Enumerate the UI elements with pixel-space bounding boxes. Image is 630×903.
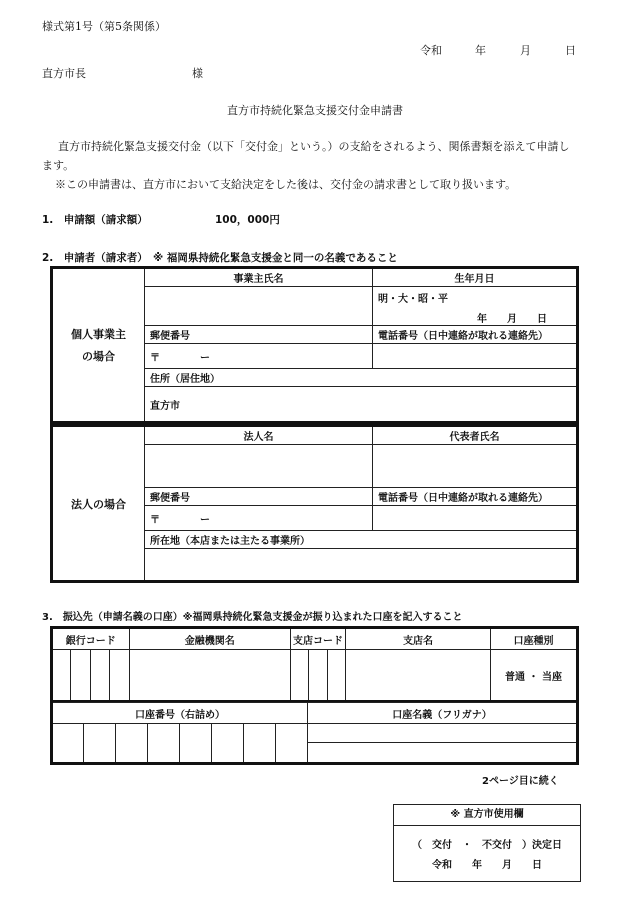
bank-code-digit[interactable] <box>52 650 71 702</box>
account-digit[interactable] <box>148 724 180 764</box>
owner-name-header: 事業主氏名 <box>145 268 373 287</box>
corp-postal-label: 郵便番号 <box>145 488 373 506</box>
corp-phone-label: 電話番号（日中連絡が取れる連絡先） <box>373 488 578 506</box>
corp-phone-field[interactable] <box>373 506 578 531</box>
corporate-table <box>50 424 579 583</box>
account-type-header: 口座種別 <box>491 628 578 650</box>
account-holder-kana-field[interactable] <box>308 724 578 743</box>
bank-code-digit[interactable] <box>110 650 129 702</box>
account-digit[interactable] <box>52 724 84 764</box>
birth-field[interactable]: 明・大・昭・平 年 月 日 <box>373 287 578 326</box>
intro-text-1b: ます。 <box>42 159 75 172</box>
section1-label: 1. 申請額（請求額） <box>42 214 148 226</box>
account-digit[interactable] <box>212 724 244 764</box>
branch-code-digit[interactable] <box>290 650 308 702</box>
branch-code-digit[interactable] <box>309 650 327 702</box>
birth-header: 生年月日 <box>373 268 578 287</box>
continue-note: 2ページ目に続く <box>482 776 559 787</box>
corporate-side-label: 法人の場合 <box>52 426 145 582</box>
account-digit[interactable] <box>84 724 116 764</box>
corp-name-header: 法人名 <box>145 426 373 445</box>
section2-label: 2. 申請者（請求者） ※ 福岡県持続化緊急支援金と同一の名義であること <box>42 252 398 264</box>
phone-label: 電話番号（日中連絡が取れる連絡先） <box>373 326 578 344</box>
bank-code-header: 銀行コード <box>52 628 130 650</box>
office-use-title: ※ 直方市使用欄 <box>394 805 580 826</box>
account-holder-field[interactable] <box>308 743 578 764</box>
account-digit[interactable] <box>244 724 276 764</box>
branch-name-field[interactable] <box>346 650 491 702</box>
intro-text-1: 直方市持続化緊急支援交付金（以下「交付金」という。）の支給をされるよう、関係書類を添えて申請し <box>58 140 570 153</box>
branch-code-header: 支店コード <box>290 628 345 650</box>
account-holder-header: 口座名義（フリガナ） <box>308 703 578 724</box>
corp-postal-field[interactable]: 〒 ー <box>145 506 373 531</box>
bank-code-digit[interactable] <box>71 650 90 702</box>
account-number-header: 口座番号（右詰め） <box>52 703 308 724</box>
account-digit[interactable] <box>276 724 308 764</box>
account-digit[interactable] <box>116 724 148 764</box>
owner-name-field[interactable] <box>145 287 373 326</box>
rep-name-field[interactable] <box>373 445 578 488</box>
phone-field[interactable] <box>373 344 578 369</box>
individual-table <box>50 266 579 424</box>
corp-name-field[interactable] <box>145 445 373 488</box>
postal-label: 郵便番号 <box>145 326 373 344</box>
branch-code-digit[interactable] <box>327 650 345 702</box>
individual-side-label: 個人事業主 の場合 <box>52 268 145 423</box>
account-type-field[interactable]: 普通 ・ 当座 <box>491 650 578 702</box>
section3-label: 3. 振込先（申請名義の口座）※福岡県持続化緊急支援金が振り込まれた口座を記入すること <box>42 612 463 623</box>
decision-date: 令和 年 月 日 <box>432 860 542 871</box>
decision-status: （ 交付 ・ 不交付 ）決定日 <box>412 840 562 851</box>
bank-name-field[interactable] <box>129 650 290 702</box>
branch-name-header: 支店名 <box>346 628 491 650</box>
corp-location-field[interactable] <box>145 549 578 582</box>
form-number: 様式第1号（第5条関係） <box>42 20 166 33</box>
intro-text-2: ※この申請書は、直方市において支給決定をした後は、交付金の請求書として取り扱います。 <box>55 178 517 191</box>
request-amount: 100，000円 <box>215 214 280 226</box>
account-digit[interactable] <box>180 724 212 764</box>
address-field[interactable]: 直方市 <box>145 387 578 423</box>
bank-table <box>50 626 579 703</box>
rep-name-header: 代表者氏名 <box>373 426 578 445</box>
office-use-box <box>393 804 581 882</box>
page-title: 直方市持続化緊急支援交付金申請書 <box>227 104 403 117</box>
postal-field[interactable]: 〒 ー <box>145 344 373 369</box>
corp-location-label: 所在地（本店または主たる事業所） <box>145 531 578 549</box>
account-table <box>50 702 579 765</box>
bank-name-header: 金融機関名 <box>129 628 290 650</box>
bank-code-digit[interactable] <box>90 650 109 702</box>
address-label: 住所（居住地） <box>145 369 578 387</box>
addressee-name: 直方市長 <box>42 67 86 80</box>
addressee-honorific: 様 <box>192 67 203 80</box>
